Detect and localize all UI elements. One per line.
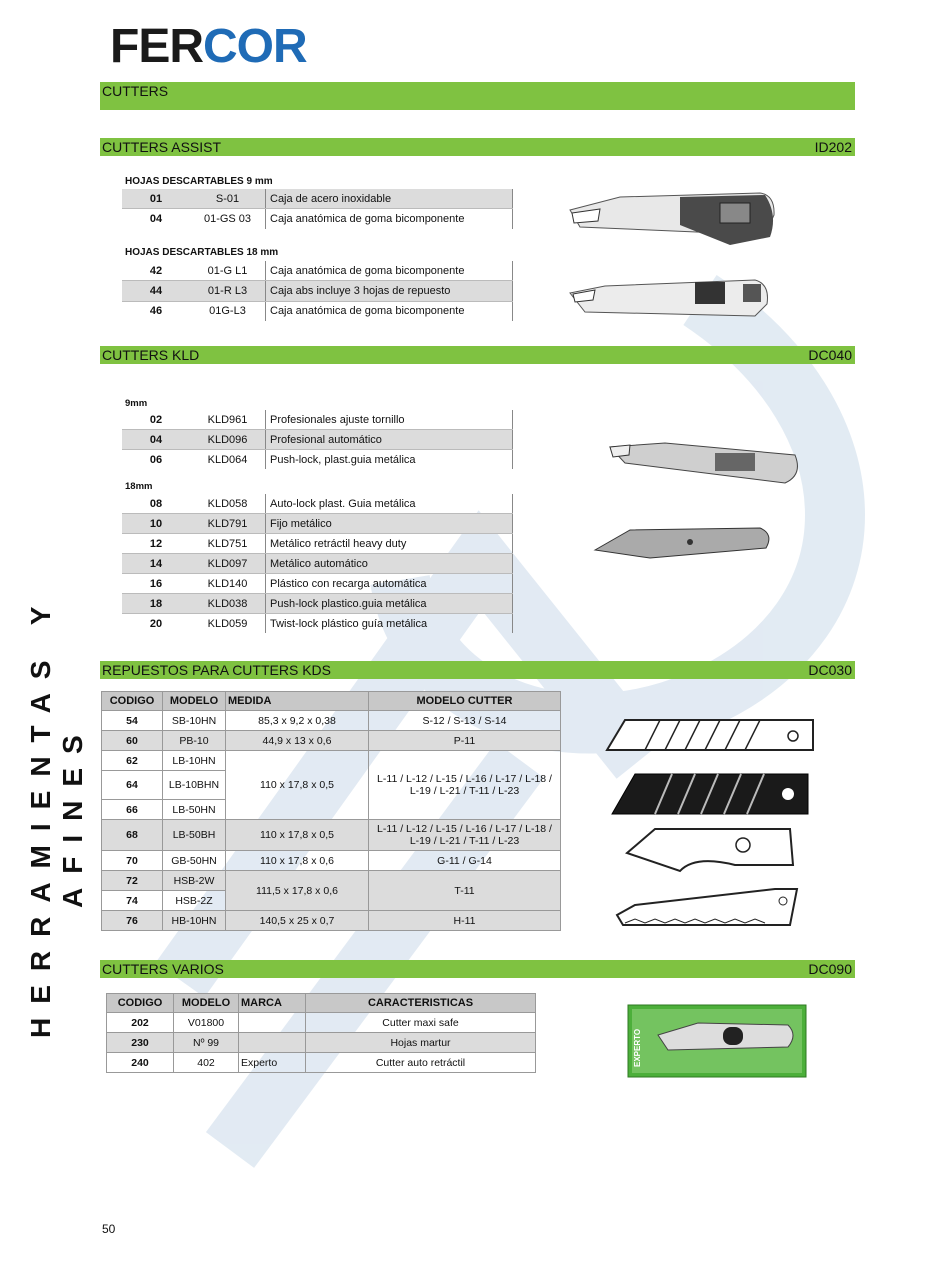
col-header: MODELO CUTTER (369, 692, 561, 711)
kld-cutter-image-1 (605, 435, 805, 490)
table-row: 60 PB-10 44,9 x 13 x 0,6 P-11 (102, 731, 561, 751)
col-header: MODELO (163, 692, 226, 711)
table-row: 74 HSB-2Z (102, 891, 561, 911)
col-header: CODIGO (107, 994, 174, 1013)
kld-cutter-image-2 (590, 520, 780, 565)
col-header: MEDIDA (226, 692, 369, 711)
table-row: 202 V01800 Cutter maxi safe (107, 1013, 536, 1033)
table-row: 08 KLD058 Auto-lock plast. Guia metálica (122, 494, 513, 514)
col-header: MODELO (174, 994, 239, 1013)
assist-cutter-image-1 (560, 185, 790, 255)
table-row: 16 KLD140 Plástico con recarga automática (122, 574, 513, 594)
col-header: CARACTERISTICAS (306, 994, 536, 1013)
table-row: 20 KLD059 Twist-lock plástico guía metálica (122, 614, 513, 634)
assist-table1 (122, 189, 513, 229)
section-bar-varios: CUTTERS VARIOS DC090 (100, 960, 855, 978)
section-bar-cutters: CUTTERS (100, 82, 855, 110)
table-row: 10 KLD791 Fijo metálico (122, 514, 513, 534)
brand-logo: FERCOR (110, 20, 307, 73)
table-row: 64 LB-10BHN (102, 771, 561, 800)
blade-image-3 (625, 825, 795, 875)
col-header: CODIGO (102, 692, 163, 711)
blade-image-2 (610, 772, 810, 817)
blade-image-1 (605, 716, 815, 754)
repuestos-table (101, 691, 561, 931)
table-row: 44 01-R L3 Caja abs incluye 3 hojas de repuesto (122, 281, 513, 301)
table-row: 06 KLD064 Push-lock, plast.guia metálica (122, 450, 513, 470)
table-row: 62 LB-10HN 110 x 17,8 x 0,5 L-11 / L-12 / L-15 / L-16 / L-17 / L-18 / L-19 / L-21 / T-11 / L-23 (102, 751, 561, 771)
table-row: 70 GB-50HN 110 x 17,8 x 0,6 G-11 / G-14 (102, 851, 561, 871)
table-row: 46 01G-L3 Caja anatómica de goma bicomponente (122, 301, 513, 321)
table-row: 42 01-G L1 Caja anatómica de goma bicomponente (122, 261, 513, 281)
assist-cutter-image-2 (565, 268, 785, 328)
blade-image-4 (615, 885, 800, 927)
table-row: 240 402 Experto Cutter auto retráctil (107, 1053, 536, 1073)
assist-group1-title: HOJAS DESCARTABLES 9 mm (125, 176, 273, 187)
col-header: MARCA (239, 994, 306, 1013)
package-label: EXPERTO (633, 1028, 642, 1067)
section-bar-assist: CUTTERS ASSIST ID202 (100, 138, 855, 156)
assist-table2 (122, 261, 513, 321)
table-row: 04 01-GS 03 Caja anatómica de goma bicomponente (122, 209, 513, 229)
cutter-package-image (628, 1005, 806, 1077)
section-bar-kld: CUTTERS KLD DC040 (100, 346, 855, 364)
kld-table2 (122, 494, 513, 633)
kld-group2-title: 18mm (125, 481, 153, 492)
table-row: 76 HB-10HN 140,5 x 25 x 0,7 H-11 (102, 911, 561, 931)
table-row: 72 HSB-2W 111,5 x 17,8 x 0,6 T-11 (102, 871, 561, 891)
table-row: 66 LB-50HN (102, 800, 561, 820)
table-row: 02 KLD961 Profesionales ajuste tornillo (122, 410, 513, 430)
page-number: 50 (102, 1222, 116, 1236)
kld-group1-title: 9mm (125, 398, 148, 409)
section-bar-repuestos: REPUESTOS PARA CUTTERS KDS DC030 (100, 661, 855, 679)
table-row: 14 KLD097 Metálico automático (122, 554, 513, 574)
table-row: 18 KLD038 Push-lock plastico.guia metálica (122, 594, 513, 614)
table-row: 01 S-01 Caja de acero inoxidable (122, 189, 513, 209)
table-row: 12 KLD751 Metálico retráctil heavy duty (122, 534, 513, 554)
table-row: 04 KLD096 Profesional automático (122, 430, 513, 450)
kld-table1 (122, 410, 513, 469)
side-label: HERRAMIENTAS Y AFINES (25, 592, 88, 1038)
varios-table (106, 993, 536, 1073)
assist-group2-title: HOJAS DESCARTABLES 18 mm (125, 247, 279, 258)
table-row: 68 LB-50BH 110 x 17,8 x 0,5 L-11 / L-12 / L-15 / L-16 / L-17 / L-18 / L-19 / L-21 / T-11 / L-23 (102, 820, 561, 851)
table-row: 230 Nº 99 Hojas martur (107, 1033, 536, 1053)
table-row: 54 SB-10HN 85,3 x 9,2 x 0,38 S-12 / S-13 / S-14 (102, 711, 561, 731)
